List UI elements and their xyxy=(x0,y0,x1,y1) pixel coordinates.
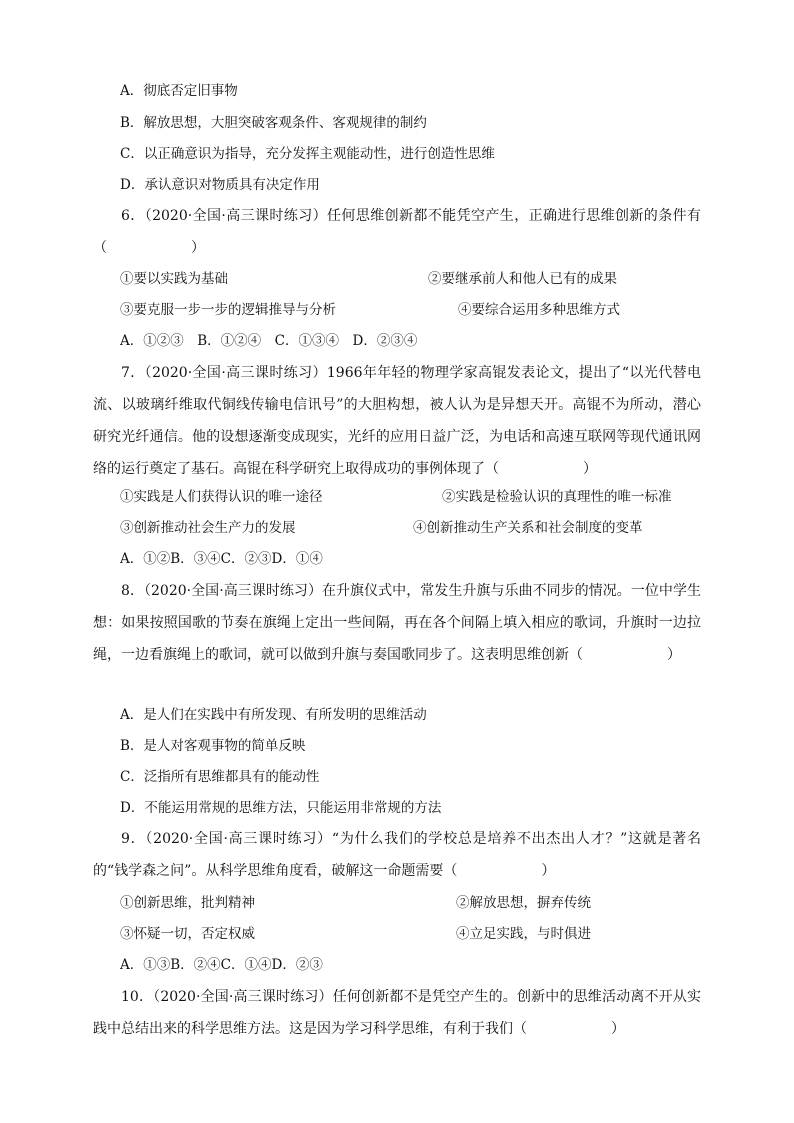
q9-statement-3: ③怀疑一切，否定权威 xyxy=(120,926,255,942)
q5-option-c: C．以正确意识为指导，充分发挥主观能动性，进行创造性思维 xyxy=(120,146,495,162)
q5-option-a: A．彻底否定旧事物 xyxy=(120,83,238,99)
q6-stem: 6．（2020·全国·高三课时练习）任何思维创新都不能凭空产生，正确进行思维创新的条件有（ ） xyxy=(93,208,701,256)
q7-statement-2: ②实践是检验认识的真理性的唯一标准 xyxy=(442,489,672,505)
q8-option-d: D．不能运用常规的思维方法，只能运用非常规的方法 xyxy=(120,800,442,816)
q5-option-d: D．承认意识对物质具有决定作用 xyxy=(120,177,320,193)
q7-statement-3: ③创新推动社会生产力的发展 xyxy=(120,520,296,536)
q7-stem: 7．（2020·全国·高三课时练习）1966年年轻的物理学家高锟发表论文，提出了“以光代替电流、以玻璃纤维取代铜线传输电信讯号”的大胆构想，被人认为是异想天开。高锟不为所动，潜心研究光纤通信。他的设想逐渐变成现实，光纤的应用日益广泛，为电话和高速互联网等现代通讯网络的运行奠定了基石。高锟在科学研究上取得成功的事例体现了（ ） xyxy=(93,365,701,477)
q6-statement-1: ①要以实践为基础 xyxy=(120,271,228,287)
q9-statement-1: ①创新思维，批判精神 xyxy=(120,895,255,911)
q8-option-c: C．泛指所有思维都具有的能动性 xyxy=(120,769,320,785)
q5-option-b: B．解放思想，大胆突破客观条件、客观规律的制约 xyxy=(120,115,427,131)
q7-options: A．①②B．③④C．②③D．①④ xyxy=(120,551,323,567)
q6-options: A．①②③ B．①②④ C．①③④ D．②③④ xyxy=(120,333,418,349)
q7-statement-1: ①实践是人们获得认识的唯一途径 xyxy=(120,489,323,505)
q9-options: A．①③B．②④C．①④D．②③ xyxy=(120,957,323,973)
q9-statement-2: ②解放思想，摒弃传统 xyxy=(456,895,591,911)
q8-stem: 8．（2020·全国·高三课时练习）在升旗仪式中，常发生升旗与乐曲不同步的情况。一位中学生想：如果按照国歌的节奏在旗绳上定出一些间隔，再在各个间隔上填入相应的歌词，升旗时一边拉绳，一边看旗绳上的歌词，就可以做到升旗与奏国歌同步了。这表明思维创新（ ） xyxy=(93,583,701,663)
q8-option-b: B．是人对客观事物的简单反映 xyxy=(120,738,306,754)
q10-stem: 10．（2020·全国·高三课时练习）任何创新都不是凭空产生的。创新中的思维活动离不开从实践中总结出来的科学思维方法。这是因为学习科学思维，有利于我们（ ） xyxy=(93,989,701,1037)
q9-stem: 9．（2020·全国·高三课时练习）“为什么我们的学校总是培养不出杰出人才？”这就是著名的“钱学森之问”。从科学思维角度看，破解这一命题需要（ ） xyxy=(93,831,701,879)
q6-statement-3: ③要克服一步一步的逻辑推导与分析 xyxy=(120,302,336,318)
q8-option-a: A．是人们在实践中有所发现、有所发明的思维活动 xyxy=(120,707,427,723)
q6-statement-4: ④要综合运用多种思维方式 xyxy=(458,302,620,318)
q6-statement-2: ②要继承前人和他人已有的成果 xyxy=(428,271,617,287)
q9-statement-4: ④立足实践，与时俱进 xyxy=(456,926,591,942)
q7-statement-4: ④创新推动生产关系和社会制度的变革 xyxy=(413,520,643,536)
